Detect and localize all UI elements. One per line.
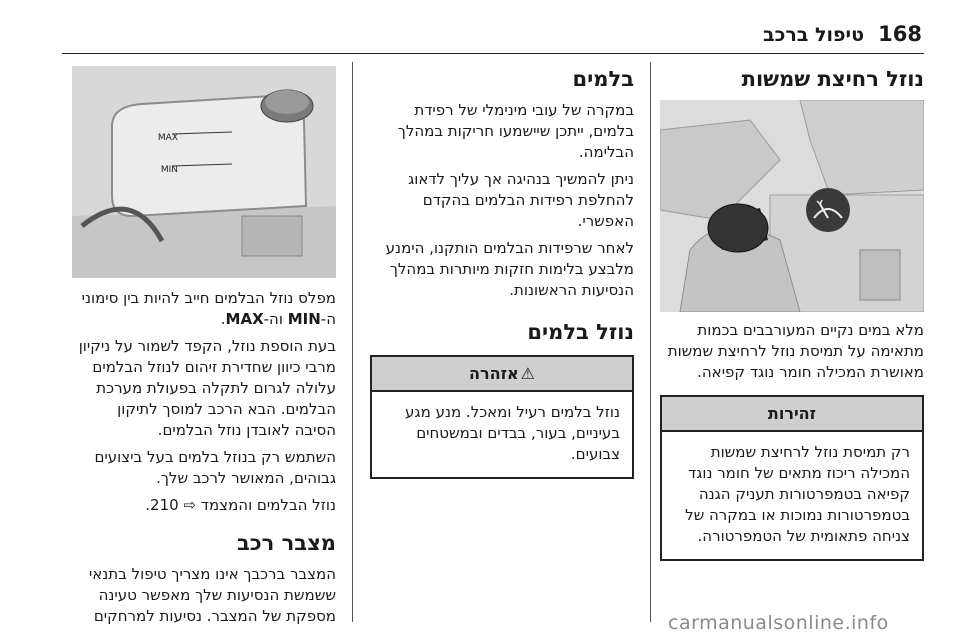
windscreen-washer-icon	[806, 188, 850, 232]
washer-reservoir-photo	[660, 100, 924, 312]
brakes-section	[370, 66, 634, 479]
battery-text: המצבר ברכבך אינו מצריך טיפול בתנאי ששמשת הנסיעות שלך מאפשר טעינה מספקת של המצבר. נסיעות למרחקים	[88, 565, 336, 625]
warning-notice	[370, 355, 634, 479]
brake-fluid-reference: נוזל הבלמים והמצמד ⇨ 210.	[145, 496, 336, 514]
warning-text: נוזל בלמים רעיל ומאכל. מנע מגע בעיניים, בעור, בבדים ובמשטחים צבועים.	[405, 403, 620, 463]
max-mark-ref: MAX	[225, 310, 264, 328]
brake-fluid-level-text: מפלס נוזל הבלמים חייב להיות בין סימוני ה-MIN וה-MAX.	[81, 289, 336, 328]
min-mark-ref: MIN	[287, 310, 321, 328]
column-divider	[650, 62, 651, 622]
washer-fluid-heading: נוזל רחיצת שמשות	[741, 67, 924, 91]
washer-fluid-section	[660, 66, 924, 561]
max-mark-label: MAX	[157, 133, 178, 143]
column-divider	[352, 62, 353, 622]
brake-fluid-reservoir-photo	[72, 66, 336, 278]
battery-heading: מצבר רכב	[236, 531, 336, 555]
header-divider	[62, 53, 924, 54]
brakes-paragraph-2: ניתן להמשיך בנהיגה אך עליך לדאוג להחלפת רפידות הבלמים בהקדם האפשרי.	[408, 170, 634, 230]
page-header	[0, 0, 960, 52]
min-mark-label: MIN	[160, 165, 178, 175]
reference-page-number[interactable]: 210	[150, 496, 179, 514]
brake-fluid-section	[72, 66, 336, 633]
brake-fluid-heading: נוזל בלמים	[527, 320, 634, 344]
brakes-paragraph-3: לאחר שרפידות הבלמים הותקנו, הימנע מלבצע בלימות חזקות מיותרות במהלך הנסיעות הראשונות.	[385, 239, 634, 299]
brakes-heading: בלמים	[572, 67, 634, 91]
running-title: טיפול ברכב	[762, 24, 864, 46]
washer-fluid-text: מלא במים נקיים המעורבבים בכמות מתאימה על תמיסת נוזל לרחיצת שמשות מאושרת המכילה חומר נוגד קפיאה.	[667, 321, 924, 381]
watermark: carmanualsonline.info	[668, 612, 889, 634]
brake-fluid-paragraph-2: בעת הוספת נוזל, הקפד לשמור על ניקיון מרבי כיוון שחדירת זיהום לנוזל הבלמים עלולה לגרום לתקלה בפעולת מערכת הבלמים. הבא הרכב למוסך לתיקון הסיבה לאובדן נוזל הבלמים.	[78, 337, 336, 439]
warning-triangle-icon: ⚠	[520, 364, 535, 383]
warning-header	[372, 357, 632, 392]
brake-fluid-paragraph-3: השתמש רק בנוזל בלמים בעל ביצועים גבוהים, המאושר לרכב שלך.	[94, 448, 336, 487]
warning-title: אזהרה	[468, 364, 519, 383]
brake-fluid-reservoir-illustration	[72, 66, 336, 278]
brakes-paragraph-1: במקרה של עובי מינימלי של רפידת בלמים, ייתכן שיישמעו חריקות במהלך הבלימה.	[397, 101, 634, 161]
caution-text: רק תמיסת נוזל לרחיצת שמשות המכילה ריכוז מתאים של חומר נוגד קפיאה בטמפרטורות תעניק הגנה בטמפרטורות נמוכות או במקרה של צניחה פתאומית של הטמפרטורה.	[685, 443, 910, 545]
washer-reservoir-illustration	[660, 100, 924, 312]
caution-title: זהירות	[662, 397, 922, 432]
page-number: 168	[878, 22, 922, 46]
page-reference-icon: ⇨	[183, 496, 197, 514]
caution-notice	[660, 395, 924, 561]
